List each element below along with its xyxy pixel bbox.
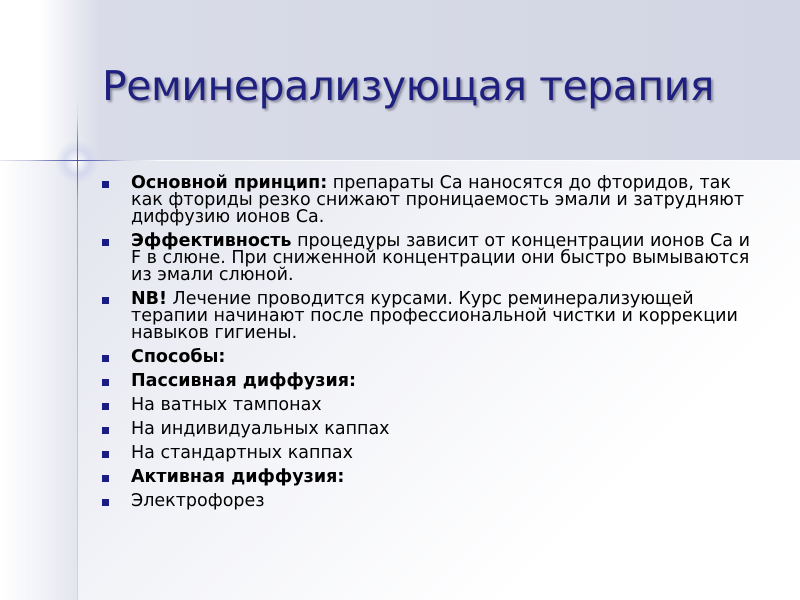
item-text: процедуры зависит от концентрации ионов Са и F в слюне. При сниженной концентрации они быстро вымываются из эмали слюной.: [131, 231, 750, 285]
list-item: [102, 493, 752, 510]
bullet-list: [102, 175, 752, 517]
item-bold: Активная диффузия:: [131, 467, 345, 487]
item-text: На индивидуальных каппах: [131, 419, 390, 439]
item-text: На ватных тампонах: [131, 395, 322, 415]
item-text: препараты Са наносятся до фторидов, так как фториды резко снижают проницаемость эмали и затрудняют диффузию ионов Са.: [131, 173, 745, 227]
left-band: [0, 160, 78, 600]
square-bullet-icon: [102, 297, 109, 304]
item-bold: Эффективность: [131, 231, 292, 251]
square-bullet-icon: [102, 427, 109, 434]
item-bold: Способы:: [131, 347, 226, 367]
list-item: [102, 445, 752, 462]
list-item: [102, 233, 752, 284]
list-item: [102, 291, 752, 342]
list-item: [102, 175, 752, 226]
item-text: Лечение проводится курсами. Курс реминерализующей терапии начинают после профессиональной чистки и коррекции навыков гигиены.: [131, 289, 738, 343]
slide-title: Реминерализующая терапия: [102, 62, 714, 110]
item-text: На стандартных каппах: [131, 443, 353, 463]
square-bullet-icon: [102, 403, 109, 410]
list-item: [102, 397, 752, 414]
item-bold: Основной принцип:: [131, 173, 328, 193]
list-item: [102, 421, 752, 438]
square-bullet-icon: [102, 451, 109, 458]
item-bold: NB!: [131, 289, 167, 309]
list-item: [102, 349, 752, 366]
square-bullet-icon: [102, 355, 109, 362]
square-bullet-icon: [102, 239, 109, 246]
item-text: Электрофорез: [131, 491, 265, 511]
list-item: [102, 373, 752, 390]
square-bullet-icon: [102, 379, 109, 386]
item-bold: Пассивная диффузия:: [131, 371, 356, 391]
list-item: [102, 469, 752, 486]
square-bullet-icon: [102, 499, 109, 506]
sparkle-vertical-ray: [77, 118, 78, 203]
square-bullet-icon: [102, 181, 109, 188]
square-bullet-icon: [102, 475, 109, 482]
